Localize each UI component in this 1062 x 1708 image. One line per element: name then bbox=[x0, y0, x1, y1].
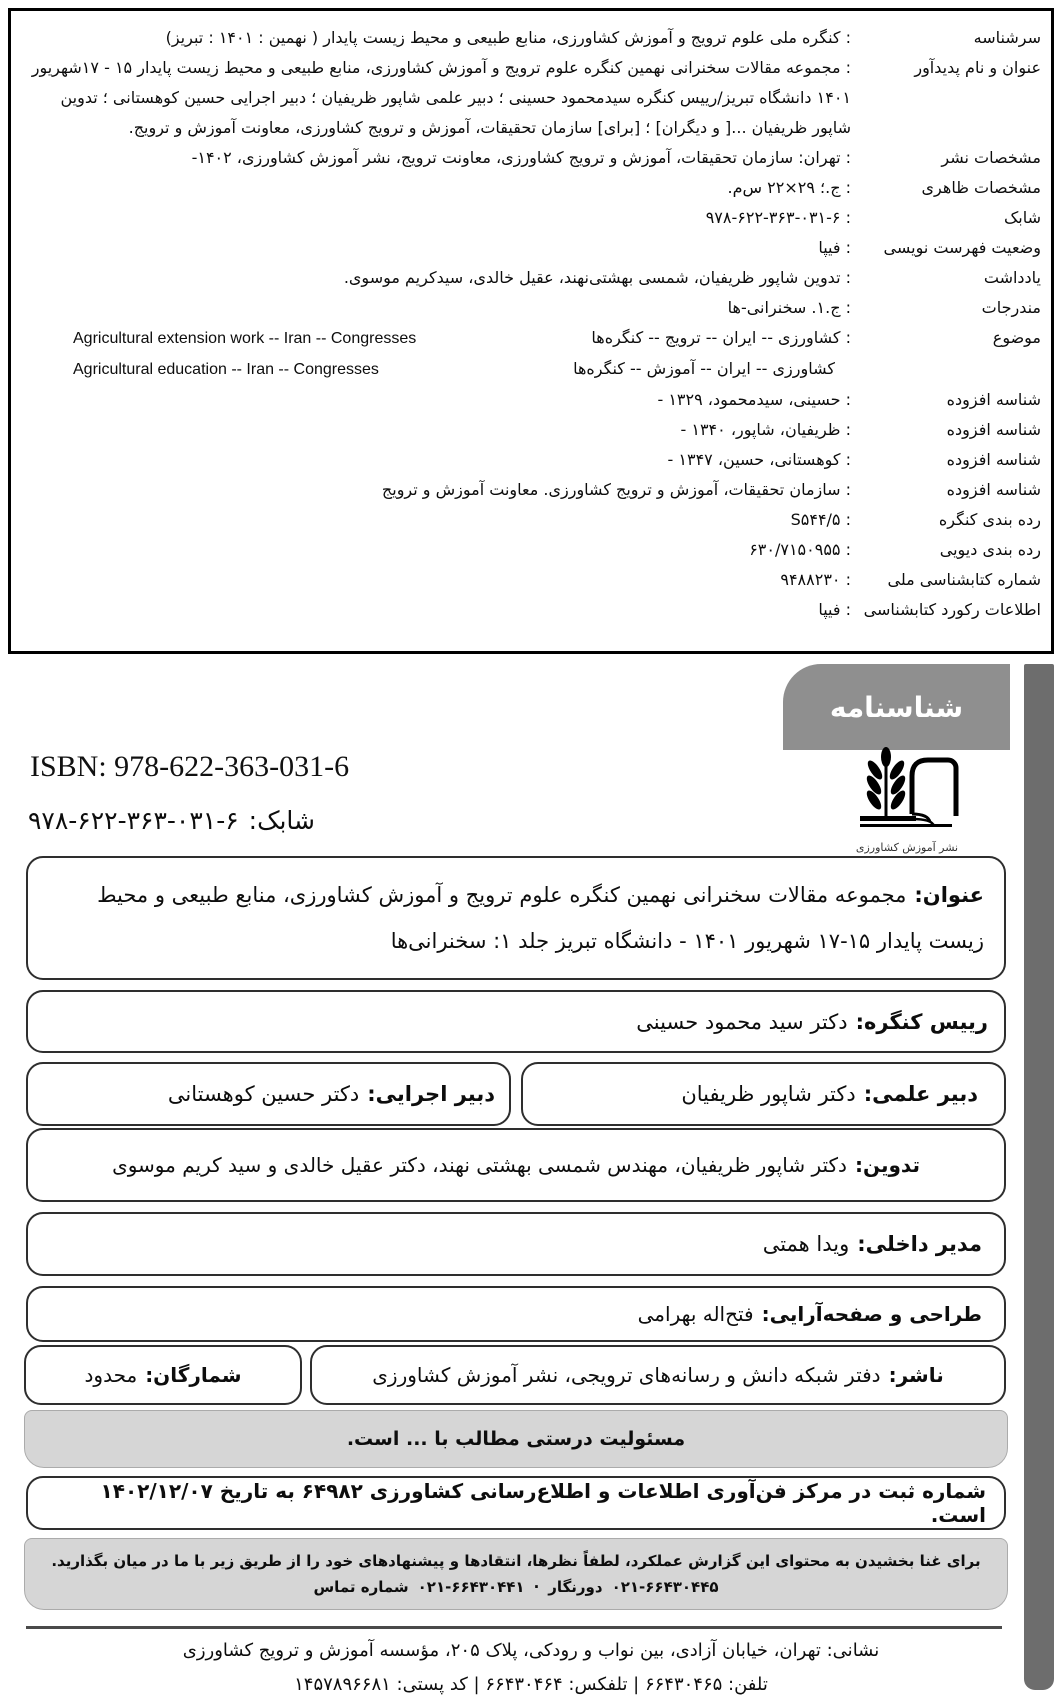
cip-row bbox=[27, 53, 1041, 143]
cip-row-value: : ج.؛ ۲۹×۲۲ س‌م. bbox=[727, 178, 851, 197]
isbn-number: ۹۷۸-۶۲۲-۳۶۳-۰۳۱-۶ bbox=[705, 208, 841, 227]
cip-row bbox=[27, 565, 1041, 595]
cip-row-label: مشخصات نشر bbox=[941, 148, 1041, 167]
cip-row-value: : ج.۱. سخنرانی-ها bbox=[727, 298, 851, 317]
cip-row-value: : تهران: سازمان تحقیقات، آموزش و ترویج کشاورزی، معاونت ترویج، نشر آموزش کشاورزی، ۱۴۰۲- bbox=[191, 148, 851, 167]
cip-row-value: : تدوین شاپور ظریفیان، شمسی بهشتی‌نهند، عقیل خالدی، سیدکریم موسوی. bbox=[343, 268, 851, 287]
subject-line bbox=[27, 323, 851, 354]
compilers-value: دکتر شاپور ظریفیان، مهندس شمسی بهشتی نهند، دکتر عقیل خالدی و سید کریم موسوی bbox=[112, 1153, 847, 1177]
subject-line bbox=[27, 354, 851, 385]
cip-row bbox=[27, 23, 1041, 53]
cip-row bbox=[27, 293, 1041, 323]
cip-row-label: یادداشت bbox=[983, 268, 1041, 287]
cip-row-value: : حسینی، سیدمحمود، ۱۳۲۹ - bbox=[657, 390, 851, 409]
row-design-layout bbox=[26, 1286, 1006, 1342]
cip-row bbox=[27, 445, 1041, 475]
cip-row-label: شناسه افزوده bbox=[946, 420, 1041, 439]
cip-row-label: رده بندی کنگره bbox=[938, 510, 1041, 529]
executive-secretary-label: دبیر اجرایی: bbox=[367, 1082, 495, 1106]
row-feedback bbox=[24, 1538, 1008, 1610]
footer-phone: تلفن: ۶۶۴۳۰۴۶۵ | تلفکس: ۶۶۴۳۰۴۶۴ | کد پستی: ۱۴۵۷۸۹۶۶۸۱ bbox=[294, 1674, 768, 1695]
subject-en: Agricultural extension work -- Iran -- Congresses bbox=[73, 330, 417, 347]
publisher-label: ناشر: bbox=[888, 1363, 944, 1387]
cip-row-label: شناسه افزوده bbox=[946, 390, 1041, 409]
cip-row-value: : مجموعه مقالات سخنرانی نهمین کنگره علوم ترویج و آموزش کشاورزی، منابع طبیعی و محیط زیست پایدار ۱۵ - ۱۷شهریور ۱۴۰۱ دانشگاه تبریز/رییس کنگره سیدمحمود حسینی ؛ دبیر علمی شاپور ظریفیان ؛ دبیر اجرایی حسین کوهستانی ؛ تدوین شاپور ظریفیان ...[ و دیگران] ؛ [برای] سازمان تحقیقات، آموزش و ترویج کشاورزی، معاونت آموزش و ترویج. bbox=[31, 58, 851, 137]
feedback-separator: · bbox=[533, 1578, 540, 1596]
internal-manager-label: مدیر داخلی: bbox=[857, 1232, 982, 1256]
row-internal-manager bbox=[26, 1212, 1006, 1276]
cip-row-label: موضوع bbox=[992, 328, 1041, 347]
cip-row bbox=[27, 263, 1041, 293]
title-value: مجموعه مقالات سخنرانی نهمین کنگره علوم ترویج و آموزش کشاورزی، منابع طبیعی و محیط زیست پایدار ۱۵-۱۷ شهریور ۱۴۰۱ - دانشگاه تبریز جلد ۱: سخنرانی‌ها bbox=[97, 883, 984, 953]
title-label: عنوان: bbox=[914, 883, 984, 907]
subject-en: Agricultural education -- Iran -- Congresses bbox=[73, 361, 379, 378]
publisher-logo bbox=[842, 744, 972, 854]
row-executive-secretary bbox=[26, 1062, 511, 1126]
congress-head-value: دکتر سید محمود حسینی bbox=[636, 1009, 848, 1034]
footer-divider bbox=[26, 1626, 1002, 1629]
row-circulation bbox=[24, 1345, 302, 1405]
logo-caption: نشر آموزش کشاورزی bbox=[855, 841, 959, 854]
cip-row-value bbox=[27, 323, 851, 385]
circulation-value: محدود bbox=[84, 1363, 138, 1387]
disclaimer-text: مسئولیت درستی مطالب با ... است. bbox=[346, 1428, 686, 1450]
row-compilers bbox=[26, 1128, 1006, 1202]
feedback-fax-number: ۰۲۱-۶۶۴۳۰۴۴۵ bbox=[611, 1578, 719, 1596]
cip-row-label: عنوان و نام پدیدآور bbox=[914, 58, 1041, 77]
row-scientific-secretary bbox=[521, 1062, 1006, 1126]
cip-row bbox=[27, 233, 1041, 263]
row-publisher bbox=[310, 1345, 1006, 1405]
scientific-secretary-label: دبیر علمی: bbox=[863, 1082, 978, 1106]
cip-row-value: : ۶۳۰/۷۱۵۰۹۵۵ bbox=[749, 540, 851, 559]
cip-row bbox=[27, 535, 1041, 565]
cip-row-label: مندرجات bbox=[981, 298, 1041, 317]
isbn-persian bbox=[28, 806, 315, 835]
cip-row-value: : ظریفیان، شاپور، ۱۳۴۰ - bbox=[680, 420, 851, 439]
cip-row-label: شماره کتابشناسی ملی bbox=[887, 570, 1041, 589]
design-layout-value: فتح‌اله بهرامی bbox=[637, 1302, 754, 1326]
isbn-persian-number: ۹۷۸-۶۲۲-۳۶۳-۰۳۱-۶ bbox=[28, 806, 239, 835]
cip-row bbox=[27, 475, 1041, 505]
isbn-latin: ISBN: 978-622-363-031-6 bbox=[30, 750, 350, 783]
feedback-phone-label: شماره تماس bbox=[313, 1578, 409, 1596]
cip-row-subject bbox=[27, 323, 1041, 385]
subject-fa: : کشاورزی -- ایران -- ترویج -- کنگره‌ها bbox=[591, 328, 851, 347]
cip-row-label: وضعیت فهرست نویسی bbox=[883, 238, 1041, 257]
compilers-label: تدوین: bbox=[854, 1153, 920, 1177]
cip-row bbox=[27, 385, 1041, 415]
cip-row-label: شناسه افزوده bbox=[946, 480, 1041, 499]
feedback-contacts bbox=[313, 1574, 718, 1600]
circulation-label: شمارگان: bbox=[145, 1363, 242, 1387]
congress-head-label: رییس کنگره: bbox=[855, 1009, 988, 1034]
row-title bbox=[26, 856, 1006, 980]
internal-manager-value: ویدا همتی bbox=[762, 1232, 850, 1256]
cip-row-value: : ۹۴۸۸۲۳۰ bbox=[780, 570, 851, 589]
feedback-fax-label: دورنگار bbox=[548, 1578, 603, 1596]
cip-row-value: : کوهستانی، حسین، ۱۳۴۷ - bbox=[667, 450, 851, 469]
cip-row-label: شابک bbox=[1003, 208, 1041, 227]
cip-row-label: سرشناسه bbox=[973, 28, 1041, 47]
side-strip bbox=[1024, 664, 1054, 1690]
design-layout-label: طراحی و صفحه‌آرایی: bbox=[761, 1302, 982, 1326]
cip-row bbox=[27, 415, 1041, 445]
cip-row-label: شناسه افزوده bbox=[946, 450, 1041, 469]
cip-row bbox=[27, 173, 1041, 203]
banner-title: شناسنامه bbox=[829, 690, 964, 724]
title-text bbox=[48, 872, 984, 964]
cip-row-label: رده بندی دیویی bbox=[939, 540, 1041, 559]
wheat-book-logo-icon bbox=[846, 744, 968, 836]
cip-row-isbn bbox=[27, 203, 1041, 233]
colon: : bbox=[845, 208, 851, 227]
row-registration bbox=[26, 1476, 1006, 1530]
feedback-phone-number: ۰۲۱-۶۶۴۳۰۴۴۱ bbox=[417, 1578, 525, 1596]
cip-row-value: : فیپا bbox=[818, 238, 851, 257]
cip-row bbox=[27, 143, 1041, 173]
publisher-value: دفتر شبکه دانش و رسانه‌های ترویجی، نشر آموزش کشاورزی bbox=[372, 1363, 881, 1387]
executive-secretary-value: دکتر حسین کوهستانی bbox=[167, 1082, 360, 1106]
feedback-line1: برای غنا بخشیدن به محتوای این گزارش عملکرد، لطفاً نظرها، انتقادها و پیشنهادهای خود را از طریق زیر با ما در میان بگذارید. bbox=[51, 1552, 981, 1570]
cip-row-label: مشخصات ظاهری bbox=[921, 178, 1041, 197]
scientific-secretary-value: دکتر شاپور ظریفیان bbox=[681, 1082, 856, 1106]
cip-row-value: : S۵۴۴/۵ bbox=[790, 510, 851, 529]
isbn-persian-label: شابک: bbox=[248, 806, 315, 835]
footer-address: نشانی: تهران، خیابان آزادی، بین نواب و رودکی، پلاک ۲۰۵، مؤسسه آموزش و ترویج کشاورزی bbox=[182, 1640, 880, 1661]
subject-fa: کشاورزی -- ایران -- آموزش -- کنگره‌ها bbox=[573, 359, 835, 378]
cip-row-value: : کنگره ملی علوم ترویج و آموزش کشاورزی، منابع طبیعی و محیط زیست پایدار ( نهمین : ۱۴۰۱ : تبریز) bbox=[165, 28, 851, 47]
colophon-banner bbox=[783, 664, 1010, 750]
cip-row-value: : فیپا bbox=[818, 600, 851, 619]
cip-row bbox=[27, 595, 1041, 625]
cip-row-value bbox=[27, 203, 851, 233]
registration-text: شماره ثبت در مرکز فن‌آوری اطلاعات و اطلاع‌رسانی کشاورزی ۶۴۹۸۲ به تاریخ ۱۴۰۲/۱۲/۰۷ است. bbox=[100, 1479, 986, 1527]
row-congress-head bbox=[26, 990, 1006, 1053]
cip-row-label: اطلاعات رکورد کتابشناسی bbox=[863, 600, 1041, 619]
row-disclaimer bbox=[24, 1410, 1008, 1468]
cip-row-value: : سازمان تحقیقات، آموزش و ترویج کشاورزی. معاونت آموزش و ترویج bbox=[381, 480, 851, 499]
cip-row bbox=[27, 505, 1041, 535]
cip-box bbox=[8, 8, 1054, 654]
